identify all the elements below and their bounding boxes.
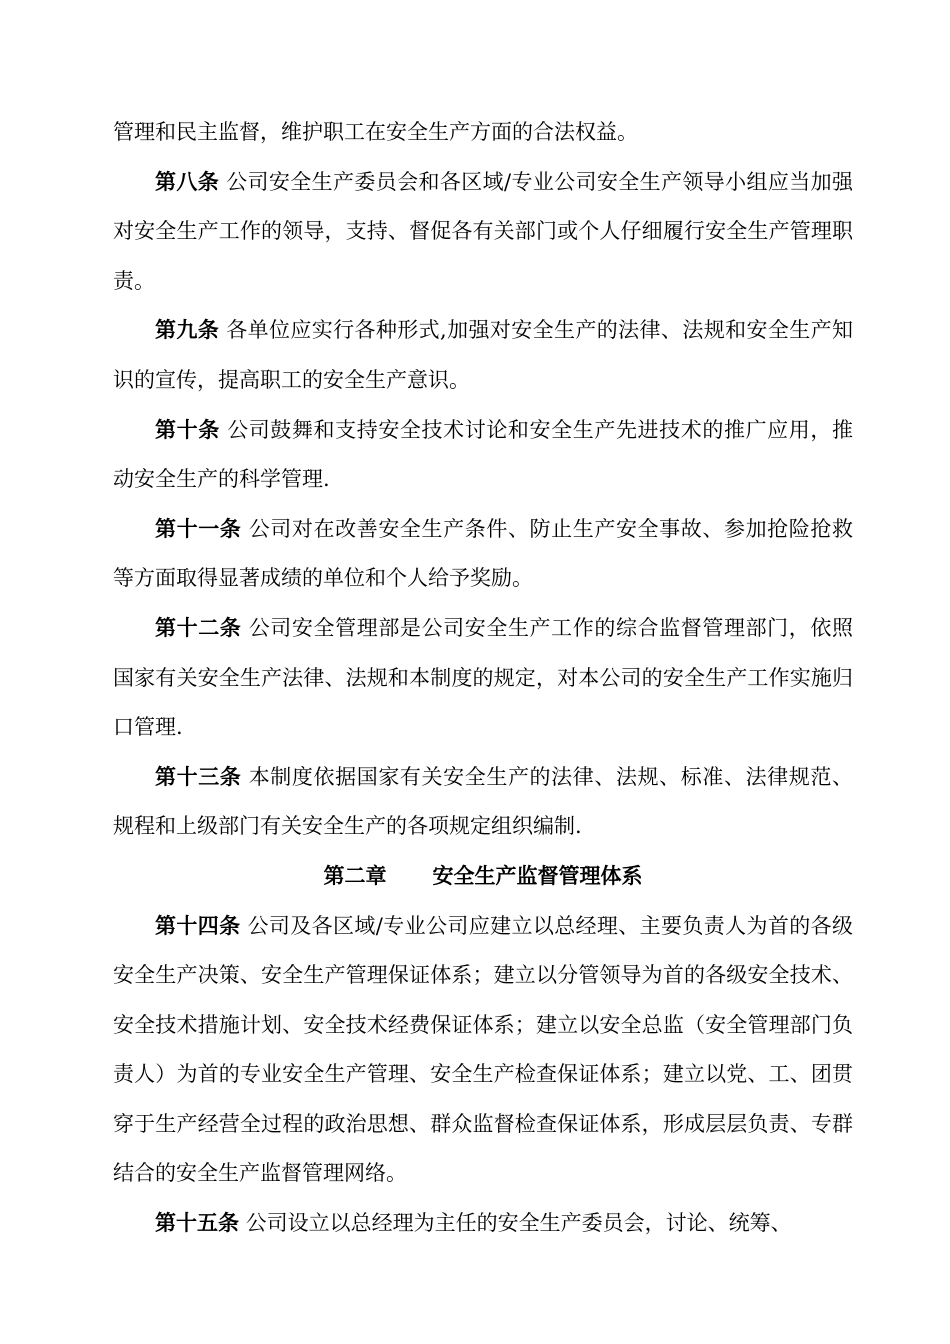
article-15 <box>113 1199 853 1249</box>
article-text: 公司鼓舞和支持安全技术讨论和安全生产先进技术的推广应用，推动安全生产的科学管理. <box>113 417 853 492</box>
article-14 <box>113 902 853 1200</box>
article-11 <box>113 505 853 604</box>
article-9 <box>113 306 853 405</box>
article-text: 公司及各区域/专业公司应建立以总经理、主要负责人为首的各级安全生产决策、安全生产管理保证体系；建立以分管领导为首的各级安全技术、安全技术措施计划、安全技术经费保证体系；建立以安全总监（安全管理部门负责人）为首的专业安全生产管理、安全生产检查保证体系；建立以党、工、团贯穿于生产经营全过程的政治思想、群众监督检查保证体系，形成层层负责、专群结合的安全生产监督管理网络。 <box>113 913 854 1186</box>
article-text: 公司设立以总经理为主任的安全生产委员会，讨论、统筹、 <box>239 1211 792 1236</box>
article-13 <box>113 753 853 852</box>
chapter-heading <box>113 852 853 902</box>
article-text: 本制度依据国家有关安全生产的法律、法规、标准、法律规范、规程和上级部门有关安全生产的各项规定组织编制. <box>113 764 853 839</box>
article-number: 第十一条 <box>155 516 242 541</box>
document-page <box>113 108 853 1249</box>
article-number: 第十三条 <box>155 764 242 789</box>
article-number: 第十四条 <box>155 913 241 938</box>
article-8 <box>113 158 853 307</box>
article-12 <box>113 604 853 753</box>
article-number: 第十五条 <box>155 1211 239 1236</box>
article-number: 第十二条 <box>155 615 242 640</box>
lead-paragraph: 管理和民主监督，维护职工在安全生产方面的合法权益。 <box>113 120 638 144</box>
article-text: 公司对在改善安全生产条件、防止生产安全事故、参加抢险抢救等方面取得显著成绩的单位和个人给予奖励。 <box>113 516 853 591</box>
chapter-title: 安全生产监督管理体系 <box>432 863 643 888</box>
article-text: 公司安全生产委员会和各区域/专业公司安全生产领导小组应当加强对安全生产工作的领导，支持、督促各有关部门或个人仔细履行安全生产管理职责。 <box>113 169 854 293</box>
article-number: 第八条 <box>155 169 220 194</box>
article-text: 各单位应实行各种形式,加强对安全生产的法律、法规和安全生产知识的宣传，提高职工的安全生产意识。 <box>113 318 853 392</box>
article-number: 第十条 <box>155 417 220 442</box>
article-number: 第九条 <box>155 318 220 343</box>
article-10 <box>113 406 853 505</box>
chapter-number: 第二章 <box>323 863 387 888</box>
article-text: 公司安全管理部是公司安全生产工作的综合监督管理部门，依照国家有关安全生产法律、法规和本制度的规定，对本公司的安全生产工作实施归口管理. <box>113 615 853 740</box>
